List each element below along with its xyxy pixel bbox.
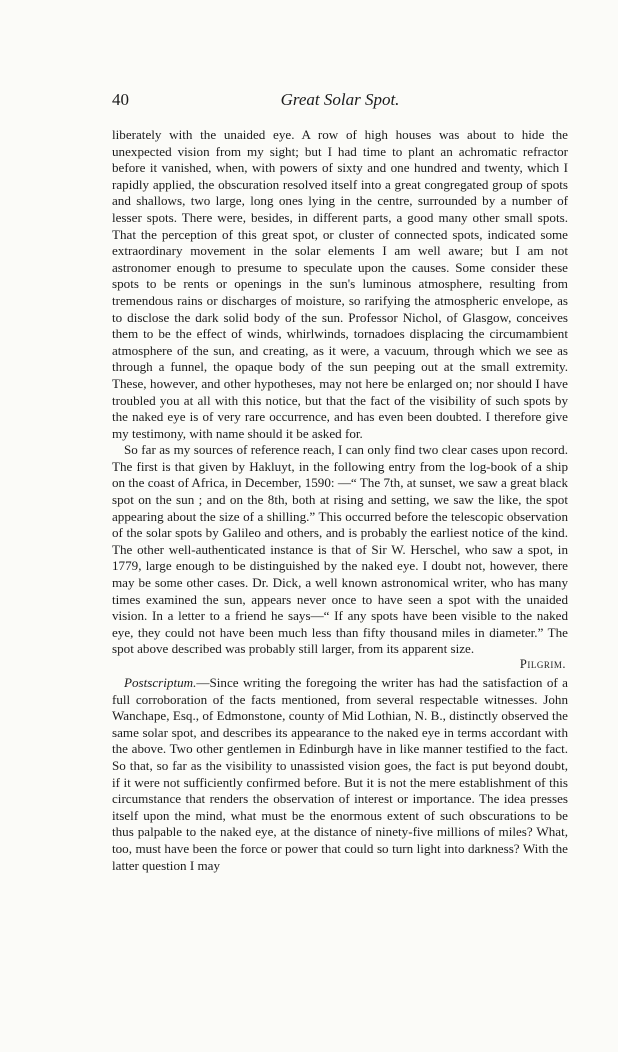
paragraph-1: liberately with the unaided eye. A row of high houses was about to hide the unexpected vision from my sight; but I had time to plant an achromatic refractor before it vanished, when, with powers of sixty and one hundred and twenty, which I rapidly applied, the obscuration resolved itself into a great congregated group of spots and shallows, two large, long ones lying in the centre, surrounded by a number of lesser spots. There were, besides, in different parts, a good many other small spots. That the perception of this great spot, or cluster of connected spots, indicated some extraordinary movement in the solar elements I am well aware; but I am not astronomer enough to presume to speculate upon the causes. Some consider these spots to be rents or openings in the sun's luminous atmosphere, resulting from tremendous rains or discharges of moisture, so rarifying the atmospheric envelope, as to disclose the dark solid body of the sun. Professor Nichol, of Glasgow, conceives them to be the effect of winds, whirlwinds, tornadoes displacing the circumambient atmosphere of the sun, and creating, as it were, a vacuum, through which we see as through a funnel, the opaque body of the sun peeping out at the small extremity. These, however, and other hypotheses, may not here be enlarged on; nor should I have troubled you at all with this notice, but that the fact of the visibility of such spots by the naked eye is of very rare occurrence, and has even been doubted. I therefore give my testimony, with name should it be asked for. — [112, 127, 568, 441]
paragraph-2: So far as my sources of reference reach, I can only find two clear cases upon record. The first is that given by Hakluyt, in the following entry from the log-book of a ship on the coast of Africa, in December, 1590: —“ The 7th, at sunset, we saw a great black spot on the sun ; and on the 8th, both at rising and setting, we saw the like, the spot appearing about the size of a shilling.” This occurred before the telescopic observation of the solar spots by Galileo and others, and is probably the earliest notice of the kind. The other well-authenticated instance is that of Sir W. Herschel, who saw a spot, in 1779, large enough to be distinguished by the naked eye. I doubt not, however, there may be some other cases. Dr. Dick, a well known astronomical writer, who has many times examined the sun, appears never once to have seen a spot with the unaided vision. In a letter to a friend he says—“ If any spots have been visible to the naked eye, they could not have been much less than fifty thousand miles in diameter.” The spot above described was probably still larger, from its apparent size. — [112, 442, 568, 657]
page-header — [112, 90, 568, 114]
postscript-label: Postscriptum. — [124, 675, 197, 690]
running-title: Great Solar Spot. — [280, 90, 400, 109]
postscript-paragraph — [112, 675, 568, 874]
body-text — [112, 127, 568, 874]
postscript-text: —Since writing the foregoing the writer has had the satisfaction of a full corroboration of the facts mentioned, from several respectable witnesses. John Wanchape, Esq., of Edmonstone, county of Mid Lothian, N. B., distinctly observed the same solar spot, and describes its appearance to the naked eye in terms accordant with the above. Two other gentlemen in Edinburgh have in like manner testified to the fact. So that, so far as the visibility to unassisted vision goes, the fact is put beyond doubt, if it were not sufficiently confirmed before. But it is not the mere establishment of this circumstance that renders the observation of interest or importance. The idea presses itself upon the mind, what must be the enormous extent of such obscurations to be thus palpable to the naked eye, at the distance of ninety-five millions of miles? What, too, must have been the force or power that could so turn light into darkness? With the latter question I may — [112, 675, 568, 873]
page-number: 40 — [112, 90, 129, 109]
signature: Pilgrim. — [519, 657, 566, 671]
